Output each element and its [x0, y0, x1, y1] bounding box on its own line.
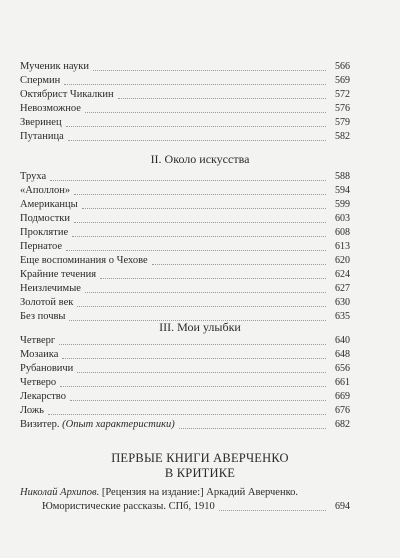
- toc-entry-title: Невозможное: [20, 103, 81, 114]
- toc-entry-title: Путаница: [20, 131, 64, 142]
- toc-entry-page: 582: [335, 131, 350, 142]
- dot-leader: [70, 400, 326, 401]
- dot-leader: [74, 194, 326, 195]
- toc-entry-page: 608: [335, 227, 350, 238]
- toc-entry: [20, 376, 350, 390]
- toc-entry-title: Четверо: [20, 377, 57, 388]
- toc-entry: [20, 226, 350, 240]
- criticism-entry-page: 694: [335, 501, 350, 512]
- toc-entry: [20, 296, 350, 310]
- toc-entry-title: Труха: [20, 171, 47, 182]
- dot-leader: [66, 126, 326, 127]
- toc-entry-title: Пернатое: [20, 241, 62, 252]
- toc-entry-title: Четверг: [20, 335, 56, 346]
- toc-entry-page: 588: [335, 171, 350, 182]
- section-heading-criticism-line1: ПЕРВЫЕ КНИГИ АВЕРЧЕНКО: [111, 451, 289, 465]
- toc-entry: [20, 418, 350, 432]
- dot-leader: [219, 510, 326, 511]
- toc-entry: [20, 404, 350, 418]
- toc-entry: [20, 88, 350, 102]
- toc-entry-title: Ложь: [20, 405, 44, 416]
- dot-leader: [82, 208, 326, 209]
- toc-entry: [20, 212, 350, 226]
- toc-entry-page: 579: [335, 117, 350, 128]
- toc-entry: [20, 240, 350, 254]
- toc-entry-title: Неизлечимые: [20, 283, 81, 294]
- dot-leader: [66, 250, 326, 251]
- toc-entry-page: 669: [335, 391, 350, 402]
- toc-entry-page: 648: [335, 349, 350, 360]
- criticism-entry: [20, 486, 350, 500]
- toc-entry-title: Октябрист Чикалкин: [20, 89, 114, 100]
- toc-entry-page: 572: [335, 89, 350, 100]
- toc-entry-page: 630: [335, 297, 350, 308]
- dot-leader: [85, 112, 326, 113]
- toc-entry-page: 599: [335, 199, 350, 210]
- toc-entry: [20, 390, 350, 404]
- toc-entry-page: 627: [335, 283, 350, 294]
- dot-leader: [77, 306, 326, 307]
- toc-entry-title: Еще воспоминания о Чехове: [20, 255, 148, 266]
- toc-entry-page: 682: [335, 419, 350, 430]
- toc-entry-title: Мученик науки: [20, 61, 89, 72]
- toc-entry: [20, 282, 350, 296]
- criticism-entry-continuation: [42, 500, 350, 514]
- dot-leader: [85, 292, 326, 293]
- toc-entry: [20, 102, 350, 116]
- toc-entry-page: 594: [335, 185, 350, 196]
- toc-entry-title: Проклятие: [20, 227, 69, 238]
- toc-entry: [20, 334, 350, 348]
- toc-entry: [20, 130, 350, 144]
- toc-entry-page: 620: [335, 255, 350, 266]
- toc-entry-page: 576: [335, 103, 350, 114]
- toc-entry-title: «Аполлон»: [20, 185, 71, 196]
- dot-leader: [50, 180, 326, 181]
- toc-entry: [20, 268, 350, 282]
- dot-leader: [68, 140, 326, 141]
- dot-leader: [59, 344, 326, 345]
- criticism-entry-text-line2: Юмористические рассказы. СПб, 1910: [42, 501, 215, 512]
- dot-leader: [64, 84, 326, 85]
- toc-entry-title-main: Визитер.: [20, 419, 60, 430]
- dot-leader: [72, 236, 326, 237]
- toc-entry-title: [20, 418, 177, 432]
- dot-leader: [60, 386, 326, 387]
- toc-entry: [20, 348, 350, 362]
- toc-entry: [20, 198, 350, 212]
- toc-entry: [20, 362, 350, 376]
- dot-leader: [77, 372, 326, 373]
- dot-leader: [179, 428, 326, 429]
- toc-entry: [20, 254, 350, 268]
- toc-entry-page: 613: [335, 241, 350, 252]
- toc-entry-title: Золотой век: [20, 297, 74, 308]
- dot-leader: [93, 70, 326, 71]
- dot-leader: [48, 414, 326, 415]
- toc-entry-title: Рубановичи: [20, 363, 74, 374]
- section-heading: II. Около искусства: [150, 152, 250, 166]
- toc-entry-title: Крайние течения: [20, 269, 97, 280]
- toc-entry-title-note: (Опыт характеристики): [62, 419, 175, 430]
- toc-entry-title: Лекарство: [20, 391, 66, 402]
- toc-entry: [20, 74, 350, 88]
- toc-entry-page: 569: [335, 75, 350, 86]
- toc-entry-title: Зверинец: [20, 117, 62, 128]
- criticism-entry-author: Николай Архипов.: [20, 487, 100, 498]
- dot-leader: [100, 278, 326, 279]
- toc-entry-title: Мозаика: [20, 349, 59, 360]
- dot-leader: [74, 222, 326, 223]
- toc-entry-page: 635: [335, 311, 350, 322]
- toc-entry-title: Спермин: [20, 75, 61, 86]
- toc-entry: [20, 170, 350, 184]
- toc-entry-title: Американцы: [20, 199, 78, 210]
- section-heading-criticism-line2: В КРИТИКЕ: [164, 466, 236, 480]
- toc-entry: [20, 184, 350, 198]
- section-heading: III. Мои улыбки: [159, 320, 241, 334]
- toc-entry-title: Без почвы: [20, 311, 66, 322]
- toc-entry: [20, 116, 350, 130]
- dot-leader: [152, 264, 326, 265]
- toc-entry-page: 640: [335, 335, 350, 346]
- toc-entry-page: 603: [335, 213, 350, 224]
- criticism-entry-text-line1: [Рецензия на издание:] Аркадий Аверченко.: [101, 487, 299, 498]
- toc-entry-title: Подмостки: [20, 213, 70, 224]
- dot-leader: [118, 98, 326, 99]
- toc-entry-page: 676: [335, 405, 350, 416]
- toc-entry-page: 661: [335, 377, 350, 388]
- toc-entry-page: 656: [335, 363, 350, 374]
- dot-leader: [62, 358, 326, 359]
- toc-entry-page: 624: [335, 269, 350, 280]
- toc-entry-page: 566: [335, 61, 350, 72]
- toc-entry: [20, 60, 350, 74]
